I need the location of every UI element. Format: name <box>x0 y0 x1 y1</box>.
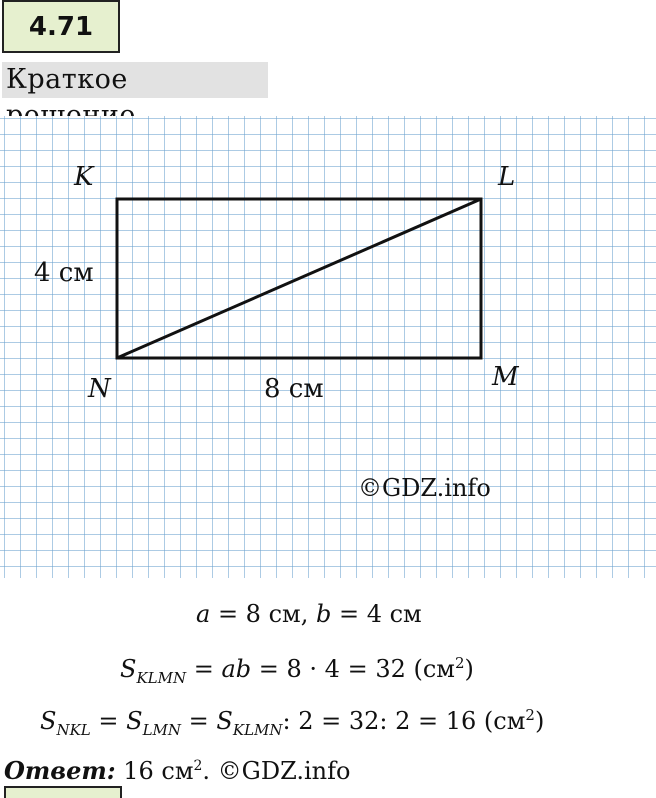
triangle-calc: : 2 = 32: 2 = 16 (см <box>282 707 526 735</box>
side-nm-length: 8 см <box>264 374 324 404</box>
var-s1: S <box>40 707 57 735</box>
sub-klmn-2: KLMN <box>232 720 283 739</box>
figure-copyright: ©GDZ.info <box>358 474 491 502</box>
area-calc: = 8 · 4 = 32 (см <box>251 655 455 683</box>
rectangle-figure <box>0 116 656 578</box>
var-s3: S <box>216 707 233 735</box>
answer-line <box>4 756 350 785</box>
var-b: b <box>315 600 332 628</box>
var-s: S <box>120 655 137 683</box>
solution-subtitle: Краткое <box>2 62 268 98</box>
sub-nkl: NKL <box>56 720 91 739</box>
answer-sup: 2 <box>193 758 203 774</box>
answer-label: Ответ: <box>4 756 116 785</box>
sub-lmn: LMN <box>142 720 182 739</box>
side-kn-length: 4 см <box>34 258 94 288</box>
vertex-m-label: M <box>492 362 519 392</box>
vertex-l-label: L <box>498 162 516 192</box>
formula-triangle-area <box>40 706 544 739</box>
eq-a: = 8 см, <box>210 600 316 628</box>
vertex-n-label: N <box>88 374 111 404</box>
eq-sign: = <box>186 655 222 683</box>
eq-b: = 4 см <box>331 600 422 628</box>
sub-klmn: KLMN <box>136 668 187 687</box>
formula-sides <box>196 600 422 628</box>
answer-value: 16 см <box>115 757 194 785</box>
diagonal-nl <box>117 199 481 358</box>
formula-area-klmn <box>120 654 474 687</box>
unit-sup: 2 <box>454 654 465 672</box>
next-task-badge-edge <box>4 786 122 798</box>
close-paren: ) <box>464 655 474 683</box>
close-paren-2: ) <box>534 707 545 735</box>
vertex-k-label: K <box>74 162 94 192</box>
eq-sign-1: = <box>90 707 127 735</box>
var-ab: ab <box>221 655 252 683</box>
task-number-badge: 4.71 <box>2 0 120 53</box>
answer-tail: . ©GDZ.info <box>202 757 351 785</box>
var-a: a <box>196 600 211 628</box>
unit-sup-2: 2 <box>525 706 535 724</box>
var-s2: S <box>126 707 143 735</box>
eq-sign-2: = <box>181 707 217 735</box>
